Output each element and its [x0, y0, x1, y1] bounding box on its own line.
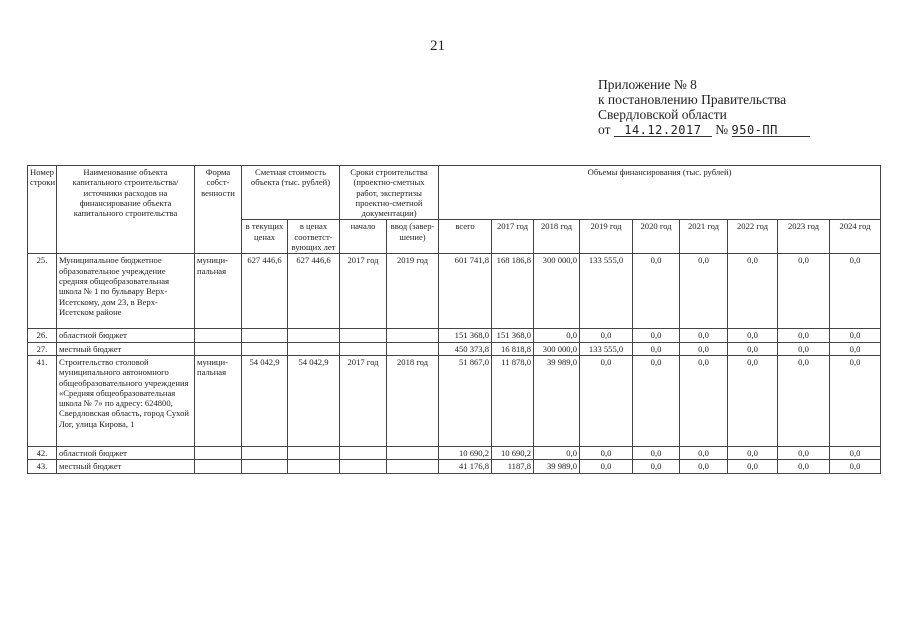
row-number: 25. [28, 254, 57, 329]
row-cost-relevant: 54 042,9 [288, 355, 340, 446]
row-total: 10 690,2 [439, 446, 492, 459]
header-year: 2023 год [778, 220, 830, 254]
row-year-value: 0,0 [778, 460, 830, 473]
row-year-value: 0,0 [728, 355, 778, 446]
row-year-value: 0,0 [728, 254, 778, 329]
row-year-value: 16 818,8 [492, 342, 534, 355]
table-row [28, 342, 881, 355]
row-year-value: 0,0 [778, 254, 830, 329]
row-year-value: 0,0 [830, 355, 881, 446]
row-year-value: 0,0 [633, 329, 680, 342]
row-year-value: 0,0 [680, 355, 728, 446]
row-year-value: 0,0 [633, 342, 680, 355]
row-year-value: 0,0 [830, 342, 881, 355]
row-number: 27. [28, 342, 57, 355]
row-year-value: 0,0 [778, 342, 830, 355]
row-year-value: 0,0 [680, 254, 728, 329]
header-year: 2019 год [580, 220, 633, 254]
appendix-line-3: Свердловской области [598, 107, 727, 122]
header-terms: Сроки строительства (проектно-сметных работ, экспертизы проектно-сметной документации) [340, 166, 439, 220]
row-year-value: 0,0 [830, 460, 881, 473]
header-name: Наименование объекта капитального строительства/ источники расходов на финансирование объекта капитального строительства [57, 166, 195, 254]
header-row-num: Номер строки [28, 166, 57, 254]
header-finish: ввод (завер-шение) [387, 220, 439, 254]
row-year-value: 300 000,0 [534, 254, 580, 329]
row-number: 26. [28, 329, 57, 342]
row-year-value: 0,0 [534, 329, 580, 342]
header-cost: Сметная стоимость объекта (тыс. рублей) [242, 166, 340, 220]
row-total: 41 176,8 [439, 460, 492, 473]
row-name: областной бюджет [57, 446, 195, 459]
row-finish: 2018 год [387, 355, 439, 446]
number-underline [732, 122, 810, 137]
row-start [340, 329, 387, 342]
row-start: 2017 год [340, 355, 387, 446]
row-year-value: 0,0 [830, 254, 881, 329]
row-cost-relevant [288, 329, 340, 342]
header-financing: Объемы финансирования (тыс. рублей) [439, 166, 881, 220]
row-cost-relevant [288, 460, 340, 473]
header-year: 2022 год [728, 220, 778, 254]
row-cost-relevant: 627 446,6 [288, 254, 340, 329]
row-year-value: 168 186,8 [492, 254, 534, 329]
header-row-1 [28, 166, 881, 220]
table-row [28, 460, 881, 473]
row-finish [387, 342, 439, 355]
row-year-value: 11 878,0 [492, 355, 534, 446]
row-total: 51 867,0 [439, 355, 492, 446]
header-year: 2021 год [680, 220, 728, 254]
table-row [28, 446, 881, 459]
row-year-value: 0,0 [830, 329, 881, 342]
row-finish: 2019 год [387, 254, 439, 329]
header-year: 2018 год [534, 220, 580, 254]
row-cost-current [242, 329, 288, 342]
row-start [340, 460, 387, 473]
page-number: 21 [430, 38, 445, 54]
row-name: Муниципальное бюджетное образовательное учреждение средняя общеобразовательная школа № 1 по бульвару Верх-Исетскому, дом 23, в Верх-Исетском районе [57, 254, 195, 329]
row-number: 42. [28, 446, 57, 459]
resolution-date: 14.12.2017 [624, 123, 702, 137]
row-year-value: 0,0 [728, 446, 778, 459]
row-year-value: 0,0 [778, 446, 830, 459]
row-cost-current: 54 042,9 [242, 355, 288, 446]
row-number: 41. [28, 355, 57, 446]
row-ownership [195, 342, 242, 355]
table-body [28, 254, 881, 473]
row-year-value: 0,0 [633, 460, 680, 473]
row-year-value: 39 989,0 [534, 460, 580, 473]
row-year-value: 1187,8 [492, 460, 534, 473]
number-prefix: № [715, 122, 729, 137]
row-year-value: 0,0 [633, 254, 680, 329]
row-name: местный бюджет [57, 460, 195, 473]
header-year: 2024 год [830, 220, 881, 254]
row-total: 601 741,8 [439, 254, 492, 329]
header-year: 2017 год [492, 220, 534, 254]
row-year-value: 10 690,2 [492, 446, 534, 459]
row-year-value: 0,0 [778, 355, 830, 446]
row-total: 450 373,8 [439, 342, 492, 355]
row-year-value: 0,0 [680, 446, 728, 459]
row-year-value: 0,0 [534, 446, 580, 459]
table-row [28, 329, 881, 342]
row-start [340, 342, 387, 355]
appendix-block [598, 77, 810, 137]
row-start [340, 446, 387, 459]
header-year: 2020 год [633, 220, 680, 254]
row-finish [387, 460, 439, 473]
row-year-value: 0,0 [728, 342, 778, 355]
row-name: Строительство столовой муниципального автономного общеобразовательного учреждения «Средняя общеобразовательная школа № 7» по адресу: 624800, Свердловская область, город Сухой Лог, улица Кирова, 1 [57, 355, 195, 446]
row-year-value: 0,0 [580, 355, 633, 446]
appendix-line-2: к постановлению Правительства [598, 92, 787, 107]
row-cost-current: 627 446,6 [242, 254, 288, 329]
header-cost-current: в текущих ценах [242, 220, 288, 254]
date-underline [614, 122, 712, 137]
row-cost-relevant [288, 342, 340, 355]
appendix-date-line [598, 122, 810, 137]
row-name: областной бюджет [57, 329, 195, 342]
row-year-value: 0,0 [633, 355, 680, 446]
row-year-value: 0,0 [580, 446, 633, 459]
financing-table [27, 165, 881, 474]
appendix-title: Приложение № 8 [598, 77, 697, 92]
row-year-value: 0,0 [680, 460, 728, 473]
table-row [28, 355, 881, 446]
row-year-value: 0,0 [680, 342, 728, 355]
row-ownership: муници-пальная [195, 355, 242, 446]
row-ownership [195, 460, 242, 473]
header-start: начало [340, 220, 387, 254]
table-row [28, 254, 881, 329]
row-year-value: 133 555,0 [580, 254, 633, 329]
row-year-value: 300 000,0 [534, 342, 580, 355]
row-cost-relevant [288, 446, 340, 459]
row-year-value: 0,0 [680, 329, 728, 342]
row-cost-current [242, 446, 288, 459]
row-finish [387, 446, 439, 459]
header-cost-relevant: в ценах соответст-вующих лет [288, 220, 340, 254]
row-number: 43. [28, 460, 57, 473]
row-ownership: муници-пальная [195, 254, 242, 329]
row-name: местный бюджет [57, 342, 195, 355]
row-ownership [195, 329, 242, 342]
date-prefix: от [598, 122, 611, 137]
row-year-value: 0,0 [830, 446, 881, 459]
row-finish [387, 329, 439, 342]
row-year-value: 39 989,0 [534, 355, 580, 446]
header-ownership: Форма собст-венности [195, 166, 242, 254]
header-total: всего [439, 220, 492, 254]
row-year-value: 133 555,0 [580, 342, 633, 355]
row-ownership [195, 446, 242, 459]
row-cost-current [242, 460, 288, 473]
row-year-value: 0,0 [580, 460, 633, 473]
row-cost-current [242, 342, 288, 355]
row-year-value: 151 368,0 [492, 329, 534, 342]
row-year-value: 0,0 [728, 460, 778, 473]
row-year-value: 0,0 [633, 446, 680, 459]
row-start: 2017 год [340, 254, 387, 329]
row-year-value: 0,0 [580, 329, 633, 342]
row-year-value: 0,0 [728, 329, 778, 342]
row-total: 151 368,0 [439, 329, 492, 342]
row-year-value: 0,0 [778, 329, 830, 342]
resolution-number: 950-ПП [731, 123, 778, 137]
